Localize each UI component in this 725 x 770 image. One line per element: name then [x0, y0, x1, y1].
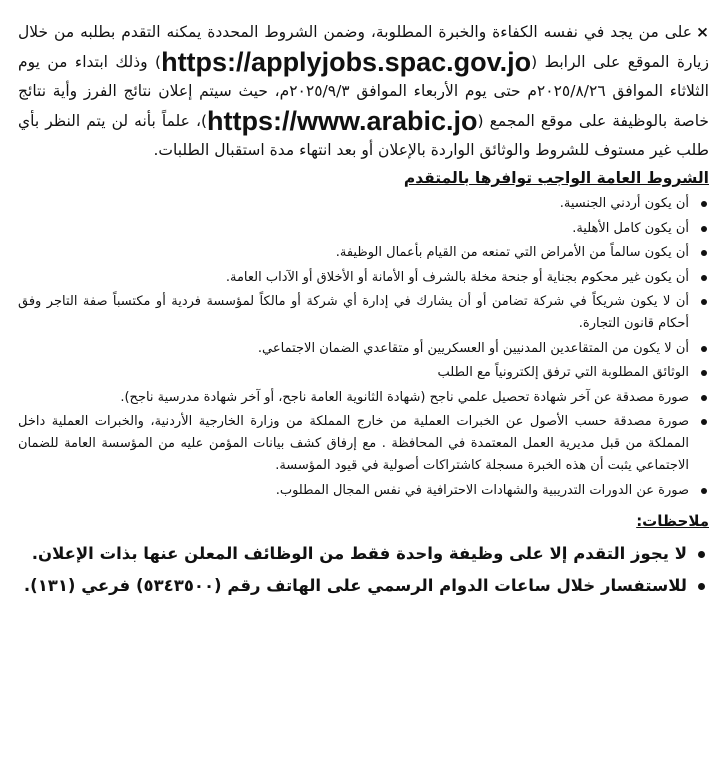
intro-paragraph — [18, 18, 709, 165]
condition-item: صورة عن الدورات التدريبية والشهادات الاحترافية في نفس المجال المطلوب. — [18, 480, 691, 502]
condition-item: صورة مصدقة عن آخر شهادة تحصيل علمي ناجح (شهادة الثانوية العامة ناجح، أو آخر شهادة مدرسية ناجح). — [18, 387, 691, 409]
intro-marker: × — [696, 23, 709, 41]
conditions-heading: الشروط العامة الواجب توافرها بالمتقدم — [403, 169, 709, 187]
notes-list — [18, 538, 709, 602]
apply-jobs-url: https://applyjobs.spac.gov.jo — [161, 47, 532, 77]
condition-item: أن لا يكون شريكاً في شركة تضامن أو أن يشارك في إدارة أي شركة أو مالكاً لمؤسسة فردية أو مكتسباً صفة التاجر وفق أحكام قانون التجارة. — [18, 291, 691, 335]
arabic-academy-url: https://www.arabic.jo — [207, 106, 478, 136]
job-advertisement — [4, 4, 719, 764]
note-item: لا يجوز التقدم إلا على وظيفة واحدة فقط من الوظائف المعلن عنها بذات الإعلان. — [18, 538, 687, 570]
condition-item: أن يكون أردني الجنسية. — [18, 193, 691, 215]
intro-text-3: )، علماً بأنه لن يتم النظر بأي طلب غير مستوف للشروط والوثائق الواردة بالإعلان أو بعد انتهاء مدة استقبال الطلبات. — [18, 112, 709, 159]
condition-item: أن يكون كامل الأهلية. — [18, 218, 691, 240]
condition-item: الوثائق المطلوبة التي ترفق إلكترونياً مع الطلب — [18, 362, 691, 384]
condition-item: أن لا يكون من المتقاعدين المدنيين أو العسكريين أو متقاعدي الضمان الاجتماعي. — [18, 338, 691, 360]
condition-item: صورة مصدقة حسب الأصول عن الخبرات العملية من خارج المملكة من وزارة الخارجية الأردنية، والخبرات العملية داخل المملكة من قبل مديرية العمل المعتمدة في المحافظة . مع إرفاق كشف بيانات المؤمن عليه من المؤسسة العامة للضمان الاجتماعي يثبت أن هذه الخبرة مسجلة كاشتراكات أصولية في قيود المؤسسة. — [18, 411, 691, 477]
conditions-list — [18, 193, 709, 502]
intro-text-2: ) وذلك ابتداء من يوم الثلاثاء الموافق ٢٠٢٥/٨/٢٦م حتى يوم الأربعاء الموافق ٢٠٢٥/٩/٣م، حيث سيتم إعلان نتائج الفرز وأية نتائج خاصة بالوظيفة على موقع المجمع ( — [18, 53, 709, 130]
condition-item: أن يكون سالماً من الأمراض التي تمنعه من القيام بأعمال الوظيفة. — [18, 242, 691, 264]
condition-item: أن يكون غير محكوم بجناية أو جنحة مخلة بالشرف أو الأمانة أو الأخلاق أو الآداب العامة. — [18, 267, 691, 289]
notes-heading: ملاحظات: — [636, 511, 709, 530]
intro-text-1: على من يجد في نفسه الكفاءة والخبرة المطلوبة، وضمن الشروط المحددة يمكنه التقدم بطلبه من خلال زيارة الموقع على الرابط ( — [18, 23, 709, 71]
note-item: للاستفسار خلال ساعات الدوام الرسمي على الهاتف رقم (٥٣٤٣٥٠٠) فرعي (١٣١). — [18, 570, 687, 602]
